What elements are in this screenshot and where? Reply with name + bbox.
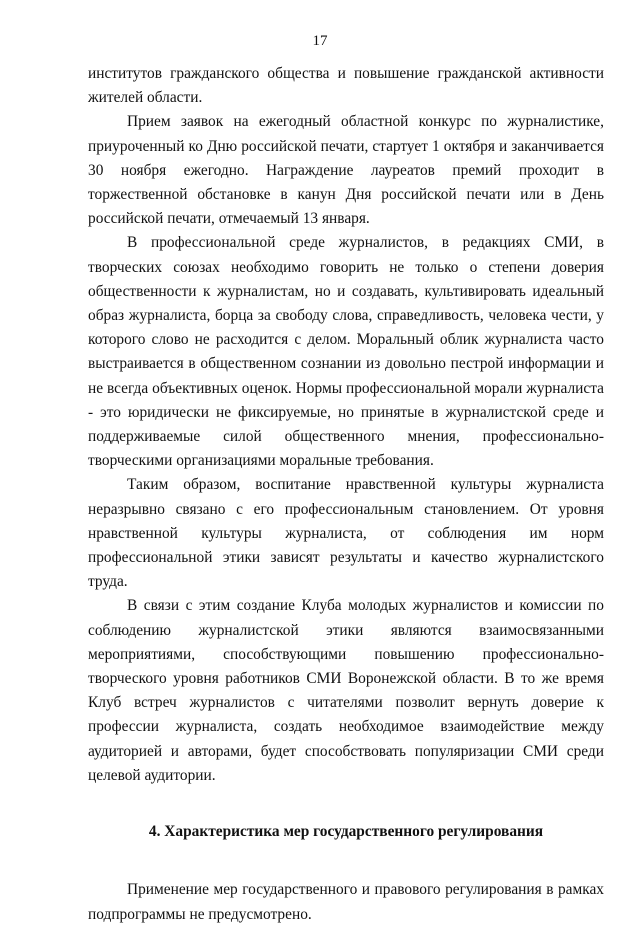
- paragraph-contest: Прием заявок на ежегодный областной конкурс по журналистике, приуроченный ко Дню российской печати, стартует 1 октября и заканчивается 30 ноября ежегодно. Награждение лауреатов премий проходит в торжественной обстановке в канун Дня российской печати или в День российской печати, отмечаемый 13 января.: [88, 113, 604, 228]
- document-body: [88, 62, 604, 927]
- paragraph-professional-environment: В профессиональной среде журналистов, в редакциях СМИ, в творческих союзах необходимо говорить не только о степени доверия общественности к журналистам, но и создавать, культивировать идеальный образ журналиста, борца за свободу слова, справедливость, человека чести, у которого слово не расходится с делом. Моральный облик журналиста часто выстраивается в общественном сознании из довольно пестрой информации и не всегда объективных оценок. Нормы профессиональной морали журналиста - это юридически не фиксируемые, но принятые в журналистской среде и поддерживаемые силой общественного мнения, профессионально-творческими организациями моральные требования.: [88, 234, 604, 470]
- paragraph-journalists-club: В связи с этим создание Клуба молодых журналистов и комиссии по соблюдению журналистской этики являются взаимосвязанными мероприятиями, способствующими повышению профессионально-творческого уровня работников СМИ Воронежской области. В то же время Клуб встреч журналистов с читателями позволит вернуть доверие к профессии журналиста, создать необходимое взаимодействие между аудиторией и авторами, будет способствовать популяризации СМИ среди целевой аудитории.: [88, 597, 604, 784]
- spacer: [88, 844, 604, 878]
- paragraph-moral-culture: Таким образом, воспитание нравственной культуры журналиста неразрывно связано с его профессиональным становлением. От уровня нравственной культуры журналиста, от соблюдения им норм профессиональной этики зависят результаты и качество журналистского труда.: [88, 476, 604, 591]
- paragraph-regulation: Применение мер государственного и правового регулирования в рамках подпрограммы не предусмотрено.: [88, 881, 604, 923]
- spacer: [88, 788, 604, 820]
- section-heading: 4. Характеристика мер государственного регулирования: [148, 823, 544, 841]
- paragraph-continuation: институтов гражданского общества и повышение гражданской активности жителей области.: [88, 65, 604, 107]
- page-number: 17: [312, 33, 328, 49]
